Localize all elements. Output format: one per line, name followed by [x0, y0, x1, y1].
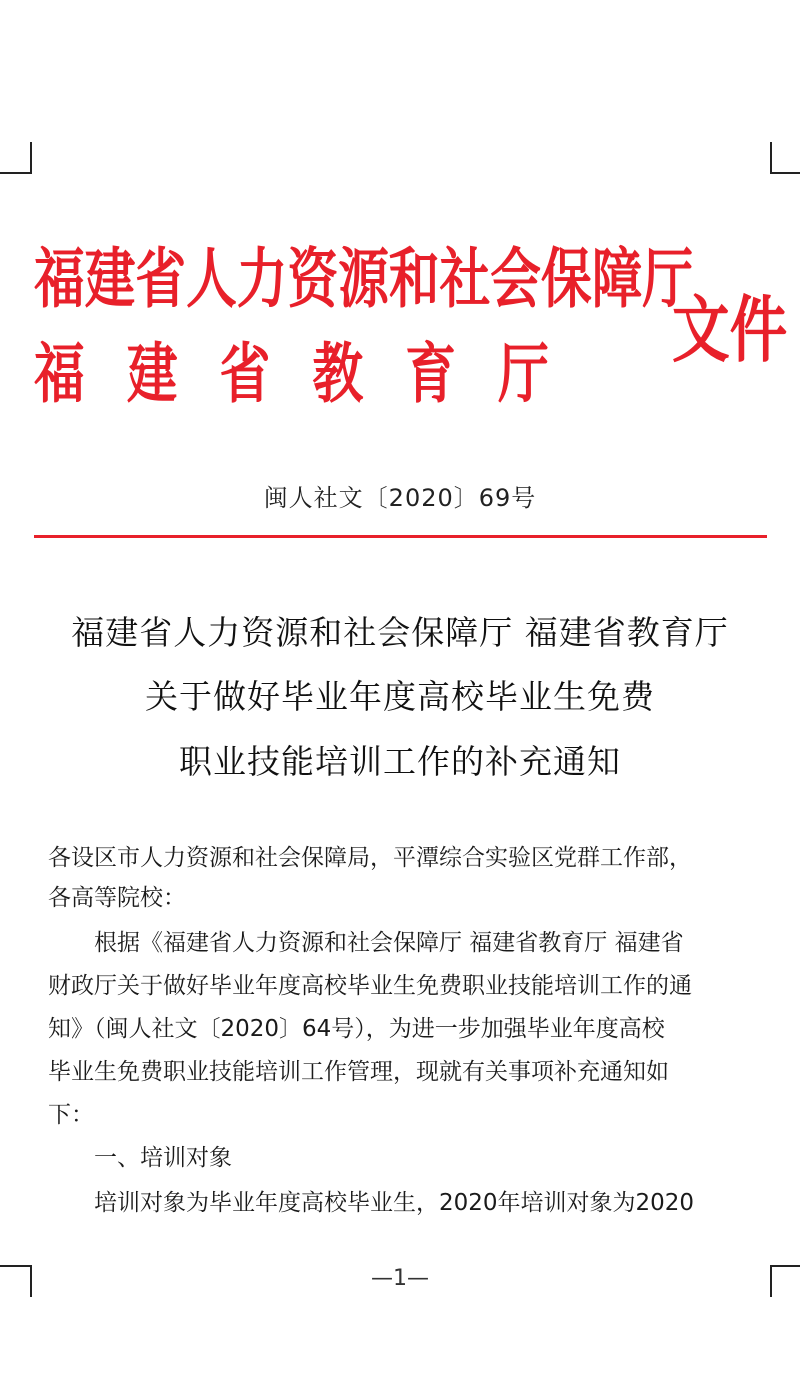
- title-line-1: 福建省人力资源和社会保障厅 福建省教育厅: [71, 613, 729, 652]
- red-divider: [34, 535, 767, 538]
- red-masthead: [34, 240, 788, 430]
- body-line-4: 财政厅关于做好毕业年度高校毕业生免费职业技能培训工作的通: [48, 973, 692, 999]
- crop-mark-top-right: [770, 142, 800, 174]
- body-line-2: 各高等院校：: [48, 885, 186, 911]
- section-heading-training-target: 一、培训对象: [48, 1145, 232, 1171]
- body-line-7: 下：: [48, 1102, 94, 1128]
- title-line-2: 关于做好毕业年度高校毕业生免费: [145, 677, 655, 716]
- masthead-document-suffix: 文件: [672, 288, 788, 372]
- title-line-3: 职业技能培训工作的补充通知: [179, 742, 621, 781]
- body-line-6: 毕业生免费职业技能培训工作管理，现就有关事项补充通知如: [48, 1059, 669, 1085]
- document-number: 闽人社文〔2020〕69号: [263, 484, 537, 512]
- body-line-1: 各设区市人力资源和社会保障局，平潭综合实验区党群工作部，: [48, 845, 692, 871]
- page-number: —1—: [371, 1266, 429, 1291]
- body-line-5: 知》（闽人社文〔2020〕64号），为进一步加强毕业年度高校: [48, 1016, 665, 1042]
- body-line-9: 培训对象为毕业年度高校毕业生，2020年培训对象为2020: [48, 1190, 695, 1216]
- masthead-issuer-hrss: 福建省人力资源和社会保障厅: [34, 242, 694, 317]
- masthead-issuer-education: 福建省教育厅: [34, 337, 591, 412]
- body-line-3: 根据《福建省人力资源和社会保障厅 福建省教育厅 福建省: [48, 930, 684, 956]
- crop-mark-top-left: [0, 142, 32, 174]
